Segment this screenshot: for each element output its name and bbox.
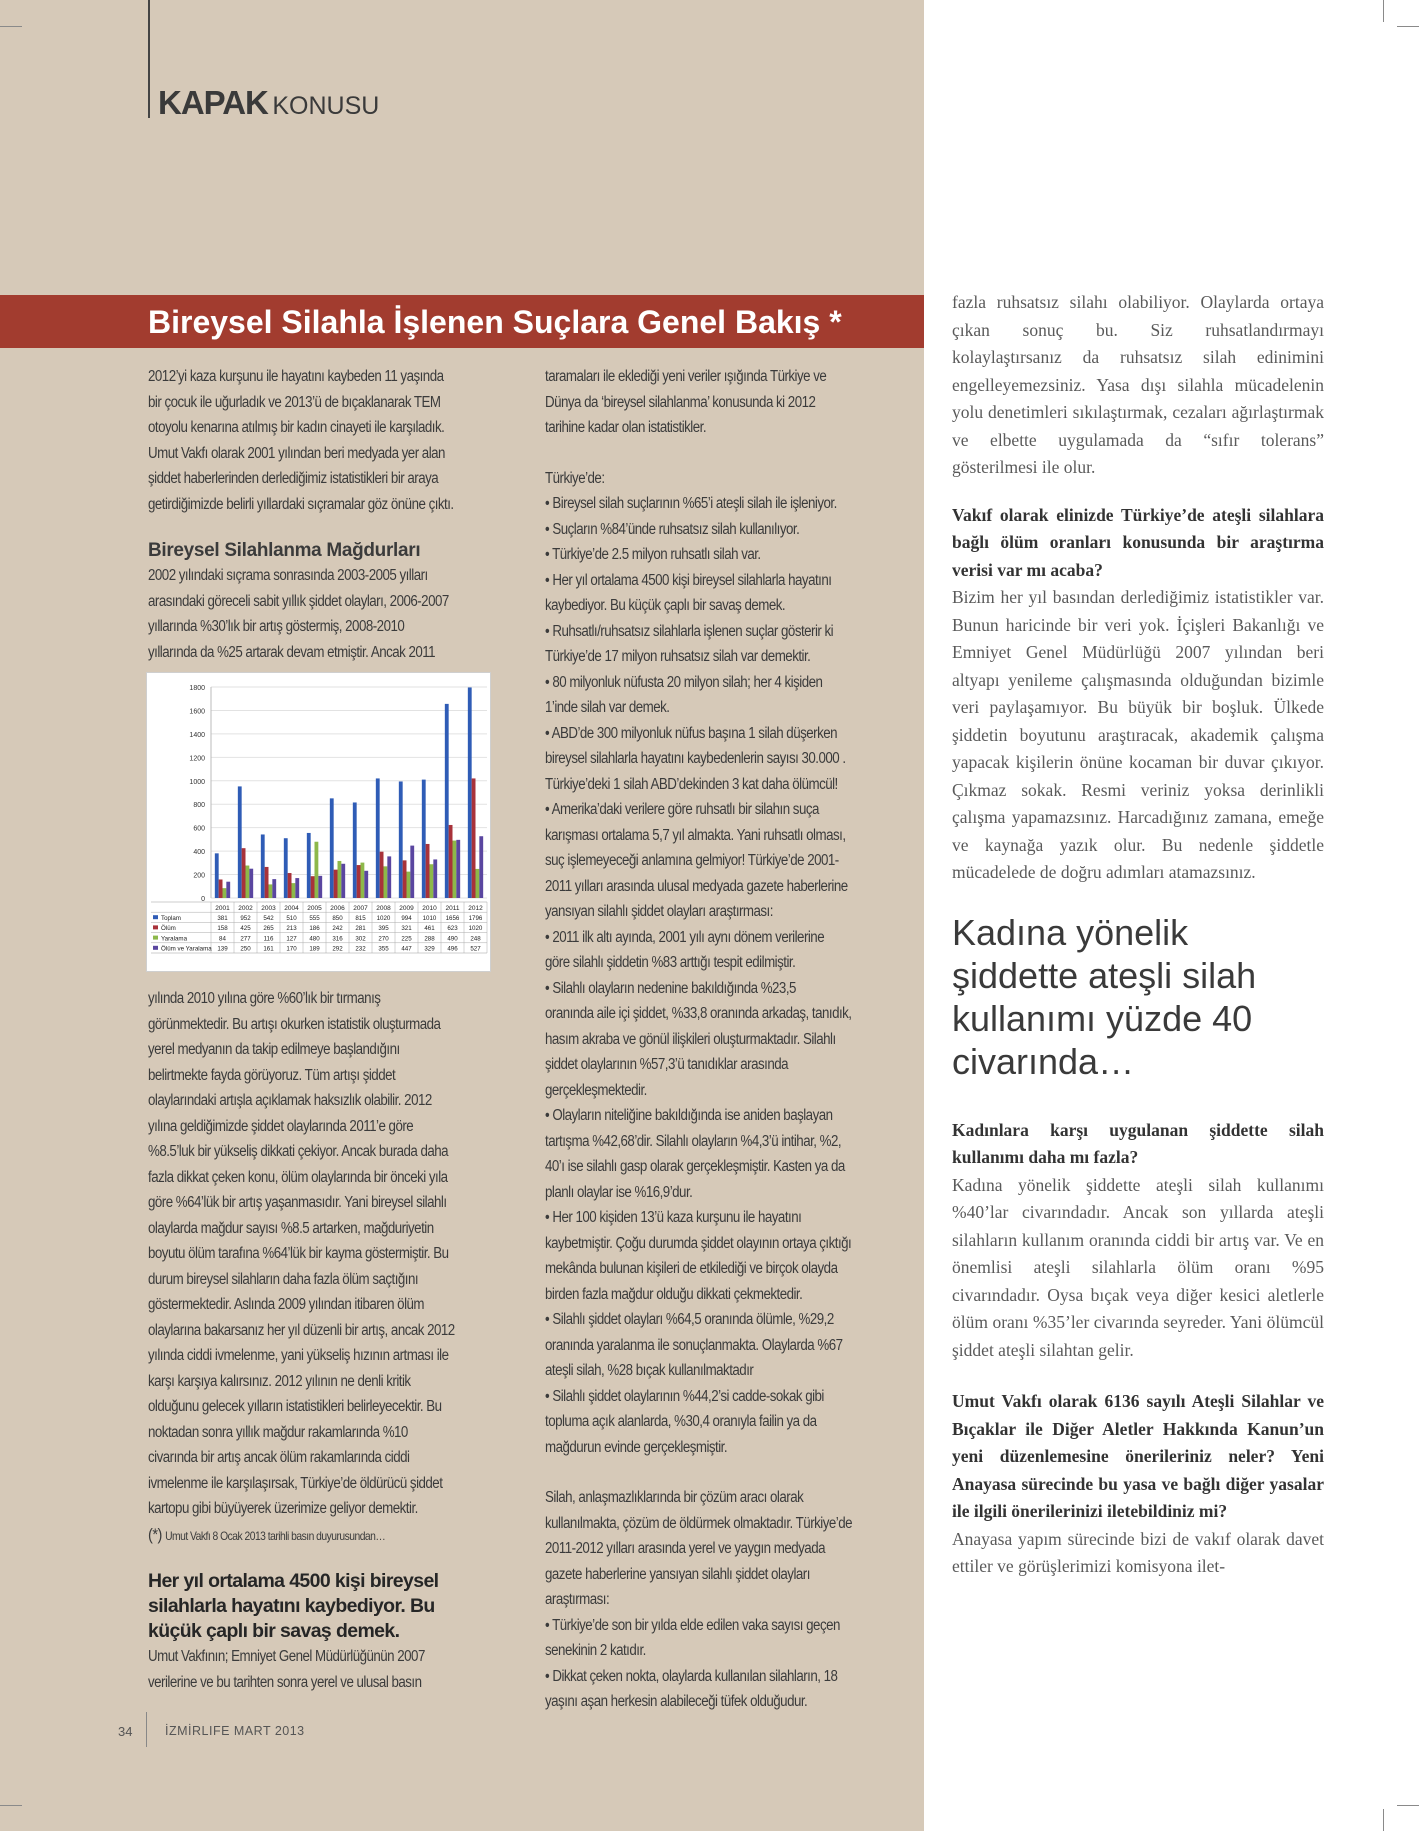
subhead-victims: Bireysel Silahlanma Mağdurları bbox=[148, 540, 421, 561]
x-tick-label: 2002 bbox=[238, 905, 253, 912]
page-number: 34 bbox=[118, 1724, 133, 1739]
bar bbox=[315, 842, 319, 898]
section-label bbox=[158, 84, 379, 122]
text-line: verilerine ve bu tarihten sonra yerel ve ulusal basın bbox=[148, 1673, 422, 1691]
bar bbox=[384, 866, 388, 898]
text-line: olaylarına bakarsanız her yıl düzenli bir artış, ancak 2012 bbox=[148, 1321, 455, 1339]
text-line: getirdiğimizde belirli yıllardaki sıçramalar göz önüne çıktı. bbox=[148, 495, 454, 513]
data-label: 1656 bbox=[445, 915, 460, 922]
x-tick-label: 2008 bbox=[376, 905, 391, 912]
bullet-line: 1’inde silah var demek. bbox=[545, 699, 670, 716]
text-line: göstermektedir. Aslında 2009 yılından itibaren ölüm bbox=[148, 1296, 425, 1313]
data-label: 292 bbox=[332, 945, 343, 953]
col2-intro bbox=[545, 364, 917, 441]
bullet-line: mekânda bulunan kişileri de etkilediği ve birçok olayda bbox=[545, 1260, 838, 1277]
chart-svg bbox=[147, 673, 492, 973]
data-label: 815 bbox=[355, 915, 366, 922]
text-line: otoyolu kenarına atılmış bir kadın cinayeti ile karşıladık. bbox=[148, 419, 445, 436]
bullet-line: • Silahlı şiddet olayları %64,5 oranında ölümle, %29,2 bbox=[545, 1311, 834, 1328]
bar bbox=[445, 704, 449, 898]
data-label: 510 bbox=[286, 915, 297, 922]
interview-question-2: Kadınlara karşı uygulanan şiddette silah kullanımı daha mı fazla? bbox=[952, 1119, 1324, 1167]
data-label: 527 bbox=[470, 945, 481, 953]
bullet-line: mağdurun evinde gerçekleşmiştir. bbox=[545, 1438, 728, 1456]
data-label: 277 bbox=[240, 935, 251, 943]
x-tick-label: 2001 bbox=[215, 905, 230, 912]
text-line: arasındaki göreceli sabit yıllık şiddet olayları, 2006-2007 bbox=[148, 592, 449, 610]
legend-swatch bbox=[153, 936, 158, 940]
bullet-line: karışması ortalama 5,7 yıl almakta. Yani ruhsatlı olması, bbox=[545, 826, 846, 844]
bar bbox=[215, 853, 219, 898]
text-line: durum bireysel silahların daha fazla ölüm saçtığını bbox=[148, 1270, 419, 1288]
text-line: Silah, anlaşmazlıklarında bir çözüm aracı olarak bbox=[545, 1489, 804, 1506]
data-label: 288 bbox=[424, 935, 435, 943]
intro-paragraph bbox=[148, 364, 520, 517]
bar bbox=[269, 884, 273, 898]
text-line: görünmektedir. Bu artışı okurken istatistik oluşturmada bbox=[148, 1015, 441, 1033]
data-label: 447 bbox=[401, 945, 412, 953]
bullet-line: • ABD’de 300 milyonluk nüfus başına 1 silah düşerken bbox=[545, 724, 838, 742]
column-3-interview bbox=[952, 289, 1324, 1581]
bar bbox=[399, 781, 403, 898]
data-label: 480 bbox=[309, 935, 320, 943]
bar bbox=[380, 852, 384, 898]
bullet-line: • Ruhsatlı/ruhsatsız silahlarla işlenen suçlar gösterir ki bbox=[545, 622, 834, 640]
x-tick-label: 2003 bbox=[261, 905, 276, 912]
bold-heading-line: Her yıl ortalama 4500 kişi bireysel bbox=[148, 1570, 439, 1592]
text-line: 2002 yılındaki sıçrama sonrasında 2003-2005 yılları bbox=[148, 567, 428, 584]
data-label: 321 bbox=[401, 925, 412, 933]
footer-rule bbox=[146, 1712, 147, 1747]
bar bbox=[334, 870, 338, 898]
data-label: 248 bbox=[470, 935, 481, 943]
paragraph-3 bbox=[148, 986, 520, 1522]
y-tick-label: 1200 bbox=[189, 755, 205, 763]
bold-heading-line: silahlarla hayatını kaybediyor. Bu bbox=[148, 1595, 435, 1617]
data-label: 555 bbox=[309, 915, 320, 922]
bullet-line: suç işlemeyeceği anlamına gelmiyor! Türkiye’de 2001- bbox=[545, 852, 839, 869]
x-tick-label: 2010 bbox=[422, 905, 437, 912]
data-label: 355 bbox=[378, 945, 389, 953]
text-line: taramaları ile eklediği yeni veriler ışığında Türkiye ve bbox=[545, 368, 827, 385]
bar bbox=[430, 864, 434, 898]
bullet-line: planlı olaylar ise %16,9’dur. bbox=[545, 1183, 693, 1201]
interview-question-1: Vakıf olarak elinizde Türkiye’de ateşli silahlara bağlı ölüm oranları konusunda bir araştırma verisi var mı acaba? bbox=[952, 504, 1324, 580]
y-tick-label: 600 bbox=[193, 825, 205, 833]
data-label: 1020 bbox=[376, 915, 391, 922]
bar bbox=[295, 878, 299, 898]
data-label: 316 bbox=[332, 935, 343, 943]
text-line: olduğunu gelecek yılların istatistikleri belirleyecektir. Bu bbox=[148, 1398, 442, 1415]
bullet-line: • Amerika’daki verilere göre ruhsatlı bir silahın suça bbox=[545, 801, 819, 818]
bar bbox=[272, 879, 276, 898]
section-label-bold: KAPAK bbox=[158, 84, 268, 121]
text-line: boyutu ölüm tarafına %64’lük bir kayma göstermiştir. Bu bbox=[148, 1245, 449, 1262]
text-line: yıllarında %30’lık bir artış göstermiş, 2008-2010 bbox=[148, 618, 405, 635]
bullet-line: oranında yaralanma ile sonuçlanmakta. Olaylarda %67 bbox=[545, 1336, 843, 1354]
bullet-line: kaybetmiştir. Çoğu durumda şiddet olayının ortaya çıktığı bbox=[545, 1234, 852, 1252]
text-line: bir çocuk ile uğurladık ve 2013’ü de bıçaklanarak TEM bbox=[148, 393, 441, 411]
bullet-line: • Silahlı olayların nedenine bakıldığında %23,5 bbox=[545, 979, 796, 997]
bar bbox=[311, 876, 315, 898]
x-tick-label: 2009 bbox=[399, 905, 414, 912]
bullet-line: tartışma %42,68’dir. Silahlı olayların %4,3’ü intihar, %2, bbox=[545, 1132, 842, 1150]
text-line: yerel medyanın da takip edilmeye başlandığını bbox=[148, 1041, 400, 1058]
bar bbox=[476, 869, 480, 898]
bullet-line: göre silahlı şiddetin %83 arttığı tespit edilmiştir. bbox=[545, 954, 796, 971]
y-tick-label: 0 bbox=[201, 896, 205, 903]
data-label: 329 bbox=[424, 945, 435, 953]
statistics-bullets bbox=[545, 491, 917, 1460]
data-label: 395 bbox=[378, 925, 389, 933]
data-label: 994 bbox=[401, 915, 412, 922]
bar bbox=[403, 860, 407, 898]
bold-heading-line: küçük çaplı bir savaş demek. bbox=[148, 1620, 400, 1642]
bar bbox=[249, 869, 253, 898]
bar bbox=[407, 872, 411, 898]
text-line: kartopu gibi büyüyerek üzerimize geliyor demektir. bbox=[148, 1500, 418, 1517]
bar bbox=[479, 836, 483, 898]
bar bbox=[261, 834, 265, 898]
x-tick-label: 2004 bbox=[284, 905, 299, 912]
section-header-rule bbox=[148, 0, 150, 118]
x-tick-label: 2006 bbox=[330, 905, 345, 912]
data-label: 232 bbox=[355, 945, 366, 953]
footnote-text: Umut Vakfı 8 Ocak 2013 tarihli basın duyurusundan… bbox=[165, 1528, 386, 1543]
text-line: Umut Vakfının; Emniyet Genel Müdürlüğünün 2007 bbox=[148, 1648, 425, 1665]
data-label: 84 bbox=[219, 935, 226, 943]
data-label: 542 bbox=[263, 915, 274, 922]
data-label: 1010 bbox=[422, 915, 437, 922]
bullet-line: topluma açık alanlarda, %30,4 oranıyla failin ya da bbox=[545, 1413, 817, 1430]
data-label: 1020 bbox=[468, 925, 483, 933]
text-line: yılına geldiğimizde şiddet olaylarında 2011’e göre bbox=[148, 1117, 414, 1135]
legend-label: Yaralama bbox=[161, 935, 188, 943]
bullet-line: şiddet olaylarının %57,3’ü tanıdıklar arasında bbox=[545, 1056, 789, 1073]
data-label: 425 bbox=[240, 925, 251, 933]
legend-swatch bbox=[153, 925, 158, 929]
crop-mark bbox=[1397, 1805, 1419, 1806]
data-label: 161 bbox=[263, 945, 274, 953]
interview-answer-3: Anayasa yapım sürecinde bizi de vakıf olarak davet ettiler ve görüşlerimizi komisyona ilet- bbox=[952, 1528, 1324, 1576]
bar bbox=[330, 798, 334, 898]
crop-mark bbox=[0, 26, 22, 27]
crop-mark bbox=[0, 1805, 22, 1806]
bullet-line: • Suçların %84’ünde ruhsatsız silah kullanılıyor. bbox=[545, 520, 800, 538]
data-label: 158 bbox=[217, 925, 228, 933]
text-line: yılında 2010 yılına göre %60’lık bir tırmanış bbox=[148, 990, 381, 1007]
bar bbox=[422, 780, 426, 898]
crop-mark bbox=[1383, 1809, 1384, 1831]
column-1-top bbox=[148, 364, 520, 665]
bar bbox=[341, 864, 345, 898]
data-label: 116 bbox=[263, 935, 274, 943]
data-label: 242 bbox=[332, 925, 343, 933]
bullet-line: 2011 yılları arasında ulusal medyada gazete haberlerine bbox=[545, 877, 848, 895]
bar bbox=[426, 844, 430, 898]
data-label: 139 bbox=[217, 945, 228, 953]
data-label: 281 bbox=[355, 925, 366, 933]
bullet-line: • Silahlı şiddet olaylarının %44,2’si cadde-sokak gibi bbox=[545, 1387, 824, 1405]
interview-answer-0: fazla ruhsatsız silahı olabiliyor. Olaylarda ortaya çıkan sonuç bu. Siz ruhsatlandırmayı kolaylaştırsanız da ruhsatsız silah edinimini engelleyemezsiniz. Yasa dışı silahla mücadelenin yolu denetimleri sıkılaştırmak, cezaları ağırlaştırmak ve elbette uygulamada da “sıfır tolerans” gösterilmesi ile olur. bbox=[952, 292, 1324, 477]
text-line: %8.5’luk bir yükseliş dikkati çekiyor. Ancak burada daha bbox=[148, 1143, 449, 1160]
chart-figure bbox=[146, 672, 491, 972]
legend-label: Ölüm ve Yaralama bbox=[161, 945, 212, 953]
section-label-light: KONUSU bbox=[272, 92, 380, 120]
text-line: • Dikkat çeken nokta, olaylarda kullanılan silahların, 18 bbox=[545, 1667, 838, 1685]
bullet-line: • Türkiye’de 2.5 milyon ruhsatlı silah var. bbox=[545, 546, 761, 563]
bar bbox=[219, 879, 223, 898]
bar bbox=[226, 882, 230, 898]
text-line: fazla dikkat çeken konu, ölüm olaylarında bir önceki yıla bbox=[148, 1168, 448, 1186]
text-line: şiddet haberlerinden derlediğimiz istatistikleri bir araya bbox=[148, 470, 439, 487]
bullet-line: kaybediyor. Bu küçük çaplı bir savaş demek. bbox=[545, 597, 786, 614]
data-label: 490 bbox=[447, 935, 458, 943]
bullet-line: Türkiye’deki 1 silah ABD’dekinden 3 kat daha ölümcül! bbox=[545, 775, 838, 793]
bar bbox=[456, 840, 460, 898]
bullet-line: yansıyan silahlı şiddet olayları araştırması: bbox=[545, 903, 773, 920]
bar bbox=[288, 873, 292, 898]
data-label: 189 bbox=[309, 945, 320, 953]
x-tick-label: 2007 bbox=[353, 905, 368, 912]
bullet-line: • 80 milyonluk nüfusta 20 milyon silah; her 4 kişiden bbox=[545, 673, 823, 691]
bar bbox=[238, 786, 242, 898]
bullet-line: • Her 100 kişiden 13’ü kaza kurşunu ile hayatını bbox=[545, 1209, 802, 1226]
bullet-line: gerçekleşmektedir. bbox=[545, 1081, 647, 1099]
bullet-line: • Bireysel silah suçlarının %65’i ateşli silah ile işleniyor. bbox=[545, 495, 837, 512]
bar bbox=[472, 778, 476, 898]
y-tick-label: 400 bbox=[193, 849, 205, 857]
bullet-line: birden fazla mağdur olduğu dikkati çekmektedir. bbox=[545, 1285, 803, 1303]
bullet-line: oranında aile içi şiddet, %33,8 oranında arkadaş, tanıdık, bbox=[545, 1005, 852, 1022]
text-line: yaşını aşan herkesin alabileceği tüfek olduğudur. bbox=[545, 1693, 808, 1710]
bold-heading bbox=[148, 1569, 580, 1644]
text-line: ivmelenme ile karşılaşırsak, Türkiye’de öldürücü şiddet bbox=[148, 1474, 443, 1492]
turkiye-label: Türkiye’de: bbox=[545, 469, 605, 487]
bar bbox=[376, 778, 380, 898]
data-label: 952 bbox=[240, 915, 251, 922]
bullet-line: ateşli silah, %28 bıçak kullanılmaktadır bbox=[545, 1362, 754, 1379]
crop-mark bbox=[1397, 26, 1419, 27]
data-label: 461 bbox=[424, 925, 435, 933]
data-label: 170 bbox=[286, 945, 297, 953]
bullet-line: • Olayların niteliğine bakıldığında ise aniden başlayan bbox=[545, 1107, 833, 1124]
data-label: 127 bbox=[286, 935, 297, 943]
bar bbox=[242, 848, 246, 898]
data-label: 302 bbox=[355, 935, 366, 943]
text-line: olaylarda mağdur sayısı %8.5 artarken, mağduriyetin bbox=[148, 1219, 434, 1237]
bar bbox=[353, 802, 357, 898]
magazine-issue: İZMİRLIFE MART 2013 bbox=[165, 1724, 305, 1738]
bar bbox=[223, 888, 227, 898]
paragraph-2 bbox=[148, 563, 520, 665]
data-label: 265 bbox=[263, 925, 274, 933]
bar bbox=[318, 876, 322, 898]
text-line: olaylarındaki artışla açıklamak haksızlık olabilir. 2012 bbox=[148, 1092, 432, 1109]
data-label: 496 bbox=[447, 945, 458, 953]
footnote bbox=[148, 1522, 520, 1550]
text-line: 2011-2012 yılları arasında yerel ve yaygın medyada bbox=[545, 1540, 825, 1557]
text-line: Dünya da ‘bireysel silahlanma’ konusunda ki 2012 bbox=[545, 393, 816, 411]
text-line: • Türkiye’de son bir yılda elde edilen vaka sayısı geçen bbox=[545, 1616, 840, 1634]
data-label: 225 bbox=[401, 935, 412, 943]
text-line: tarihine kadar olan istatistikler. bbox=[545, 419, 707, 436]
y-tick-label: 200 bbox=[193, 872, 205, 880]
bar bbox=[433, 859, 437, 898]
x-tick-label: 2011 bbox=[445, 905, 460, 912]
y-tick-label: 800 bbox=[193, 802, 205, 810]
text-line: karşı karşıya kalırsınız. 2012 yılının ne denli kritik bbox=[148, 1372, 411, 1390]
text-line: göre %64’lük bir artış yaşanmasıdır. Yani bireysel silahlı bbox=[148, 1194, 447, 1211]
y-tick-label: 1400 bbox=[189, 731, 205, 739]
y-tick-label: 1000 bbox=[189, 778, 205, 786]
y-tick-label: 1600 bbox=[189, 708, 205, 716]
bar bbox=[387, 856, 391, 898]
y-tick-label: 1800 bbox=[189, 685, 205, 692]
bullet-line: • 2011 ilk altı ayında, 2001 yılı aynı dönem verilerine bbox=[545, 928, 825, 946]
data-label: 623 bbox=[447, 925, 458, 933]
bar bbox=[364, 871, 368, 898]
text-line: yıllarında da %25 artarak devam etmiştir. Ancak 2011 bbox=[148, 643, 436, 661]
bullet-line: • Her yıl ortalama 4500 kişi bireysel silahlarla hayatını bbox=[545, 571, 832, 589]
text-line: senekinin 2 katıdır. bbox=[545, 1642, 646, 1659]
bar bbox=[284, 838, 288, 898]
crop-mark bbox=[1383, 0, 1384, 22]
x-tick-label: 2012 bbox=[468, 905, 483, 912]
bar bbox=[338, 861, 342, 898]
column-2 bbox=[545, 364, 917, 1715]
bar bbox=[361, 863, 365, 898]
data-label: 850 bbox=[332, 915, 343, 922]
text-line: 2012’yi kaza kurşunu ile hayatını kaybeden 11 yaşında bbox=[148, 368, 444, 385]
text-line: yılında ciddi ivmelenme, yani yükseliş hızının artması ile bbox=[148, 1347, 449, 1364]
data-label: 186 bbox=[309, 925, 320, 933]
x-tick-label: 2005 bbox=[307, 905, 322, 912]
col2-final-paragraph bbox=[545, 1485, 917, 1715]
bullet-line: 40’ı ise silahlı gasp olarak gerçekleşmiştir. Kasten ya da bbox=[545, 1158, 845, 1175]
data-label: 250 bbox=[240, 945, 251, 953]
interview-answer-2: Kadına yönelik şiddette ateşli silah kullanımı %40’lar civarındadır. Ancak son yıllarda ateşli silahların kullanım oranında ciddi bir artış var. Ve en önemlisi ateşli silahlarla ölüm oranı %95 civarındadır. Oysa bıçak veya diğer kesici aletlerle ölüm oranı %35’ler civarında seyreder. Yani ölümcül şiddet ateşli silahtan gelir. bbox=[952, 1174, 1324, 1360]
text-line: civarında bir artış ancak ölüm rakamlarında ciddi bbox=[148, 1449, 410, 1466]
data-label: 213 bbox=[286, 925, 297, 933]
text-line: gazete haberlerine yansıyan silahlı şiddet olayları bbox=[545, 1565, 810, 1583]
legend-swatch bbox=[153, 946, 158, 950]
legend-label: Ölüm bbox=[161, 925, 176, 933]
bar bbox=[357, 865, 361, 898]
legend-swatch bbox=[153, 915, 158, 919]
column-1-bottom bbox=[148, 986, 520, 1695]
bullet-line: Türkiye’de 17 milyon ruhsatsız silah var demektir. bbox=[545, 648, 811, 665]
interview-question-3: Umut Vakfı olarak 6136 sayılı Ateşli Silahlar ve Bıçaklar ile Diğer Aletler Hakkında Kanun’un yeni düzenlemesine önerileriniz neler? Yeni Anayasa sürecinde bu yasa ve bağlı diğer yasalar ile ilgili önerilerinizi iletebildiniz mi? bbox=[952, 1391, 1324, 1521]
data-label: 381 bbox=[217, 915, 228, 922]
bar bbox=[410, 846, 414, 898]
bar bbox=[468, 687, 472, 898]
data-label: 1796 bbox=[468, 915, 483, 922]
bar bbox=[246, 866, 250, 898]
text-line: araştırması: bbox=[545, 1591, 610, 1608]
interview-answer-1: Bizim her yıl basından derlediğimiz istatistikler var. Bunun haricinde bir veri yok. İçişleri Bakanlığı ve Emniyet Genel Müdürlüğü 2007 yılından beri altyapı yenileme çalışmasında olduğundan bizimle veri paylaşamıyor. Bu büyük bir boşluk. Ülkede şiddetin boyutunu araştıracak, akademik çalışma yapacak kişilerin önüne kocaman bir duvar çıkıyor. Çıkmaz sokak. Resmi veriniz yoksa derinlikli çalışma yapamazsınız. Harcadığınız zamana, emeğe ve kaynağa yazık olur. Bu nedenle şiddetle mücadelede de doğru adımları atamazsınız. bbox=[952, 587, 1324, 882]
footnote-mark: (*) bbox=[148, 1524, 162, 1544]
pull-headline: Kadına yönelik şiddette ateşli silah kullanımı yüzde 40 civarında… bbox=[952, 911, 1257, 1082]
bar bbox=[292, 883, 296, 898]
text-line: kullanılmakta, çözüm de öldürmek olmaktadır. Türkiye’de bbox=[545, 1514, 852, 1532]
legend-label: Toplam bbox=[161, 915, 181, 922]
bar bbox=[265, 867, 269, 898]
bar bbox=[453, 841, 457, 898]
paragraph-4 bbox=[148, 1644, 520, 1695]
data-label: 270 bbox=[378, 935, 389, 943]
article-title: Bireysel Silahla İşlenen Suçlara Genel Bakış * bbox=[148, 304, 842, 340]
bar bbox=[307, 833, 311, 898]
bullet-line: hasım akraba ve gönül ilişkileri oluşturmaktadır. Silahlı bbox=[545, 1030, 836, 1048]
bullet-line: bireysel silahlarla hayatını kaybedenlerin sayısı 30.000 . bbox=[545, 750, 846, 767]
text-line: noktadan sonra yıllık mağdur rakamlarında %10 bbox=[148, 1423, 408, 1441]
bar bbox=[449, 825, 453, 898]
text-line: belirtmekte fayda görüyoruz. Tüm artışı şiddet bbox=[148, 1066, 396, 1084]
text-line: Umut Vakfı olarak 2001 yılından beri medyada yer alan bbox=[148, 444, 445, 462]
